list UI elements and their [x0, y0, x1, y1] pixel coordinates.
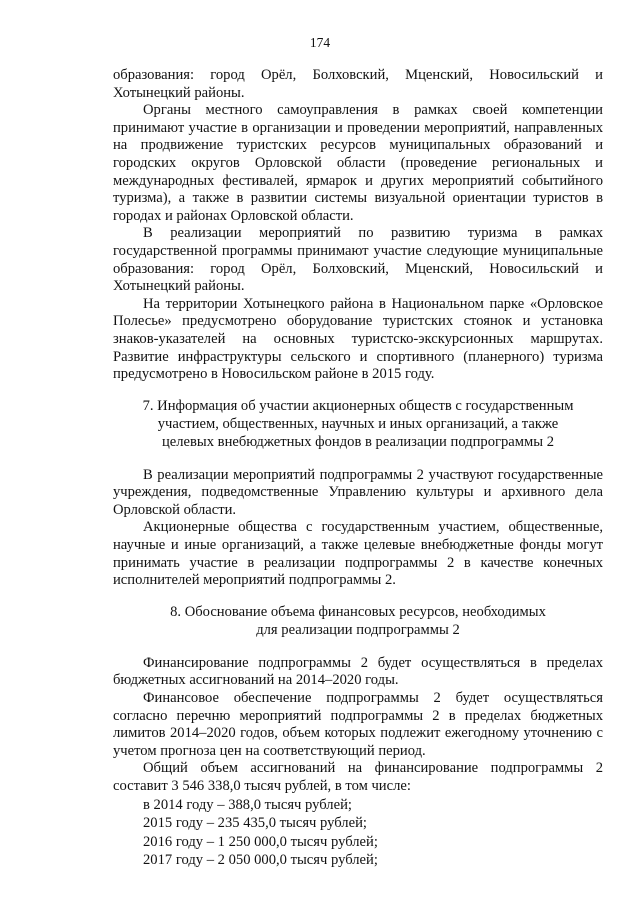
section-heading-8 — [113, 603, 603, 639]
heading-line: 8. Обоснование объема финансовых ресурсов, необходимых — [170, 603, 546, 620]
list-item: 2015 году – 235 435,0 тысяч рублей; — [143, 815, 367, 832]
paragraph: Акционерные общества с государственным участием, общественные, научные и иные организаций, а также целевые внебюджетные фонды могут принимать участие в реализации подпрограммы 2 в качестве конечных исполнителей мероприятий подпрограммы 2. — [113, 519, 603, 589]
heading-line: 7. Информация об участии акционерных обществ с государственным — [142, 397, 574, 414]
paragraph: В реализации мероприятий по развитию туризма в рамках государственной программы принимают участие следующие муниципальные образования: город Орёл, Болховский, Мценский, Новосильский и Хотынецкий районы. — [113, 225, 603, 295]
paragraph: Финансирование подпрограммы 2 будет осуществляться в пределах бюджетных ассигнований на 2014–2020 годы. — [113, 654, 603, 689]
heading-line: для реализации подпрограммы 2 — [256, 621, 460, 638]
paragraph: Финансовое обеспечение подпрограммы 2 будет осуществляться согласно перечню мероприятий подпрограммы 2 в пределах бюджетных лимитов 2014–2020 годов, объем которых подлежит ежегодному уточнению с учетом прогноза цен на соответствующий период. — [113, 690, 603, 759]
list-item: 2016 году – 1 250 000,0 тысяч рублей; — [143, 833, 378, 850]
paragraph: Органы местного самоуправления в рамках своей компетенции принимают участие в организации и проведении мероприятий, направленных на продвижение туристских ресурсов муниципальных образований и городских округов Орловской области (проведение региональных и международных фестивалей, ярмарок и других мероприятий событийного туризма), а также в развитии системы визуальной ориентации туристов в городах и районах Орловской области. — [113, 102, 603, 224]
section-heading-7 — [113, 397, 603, 451]
page-number: 174 — [309, 35, 331, 50]
paragraph: Общий объем ассигнований на финансирование подпрограммы 2 составит 3 546 338,0 тысяч рублей, в том числе: — [113, 760, 603, 794]
list-item: 2017 году – 2 050 000,0 тысяч рублей; — [143, 852, 378, 869]
paragraph: В реализации мероприятий подпрограммы 2 участвуют государственные учреждения, подведомственные Управлению культуры и архивного дела Орловской области. — [113, 466, 603, 518]
heading-line: целевых внебюджетных фондов в реализации подпрограммы 2 — [161, 433, 554, 450]
funding-list — [113, 796, 603, 870]
list-item: в 2014 году – 388,0 тысяч рублей; — [143, 796, 352, 813]
paragraph: На территории Хотынецкого района в Национальном парке «Орловское Полесье» предусмотрено оборудование туристских стоянок и установка знаков-указателей на основных туристско-экскурсионных маршрутах. Развитие инфраструктуры сельского и спортивного (планерного) туризма предусмотрено в Новосильском районе в 2015 году. — [113, 295, 603, 383]
heading-line: участием, общественных, научных и иных организаций, а также — [157, 415, 559, 432]
paragraph: образования: город Орёл, Болховский, Мценский, Новосильский и Хотынецкий районы. — [113, 67, 603, 101]
page-body — [113, 67, 603, 870]
